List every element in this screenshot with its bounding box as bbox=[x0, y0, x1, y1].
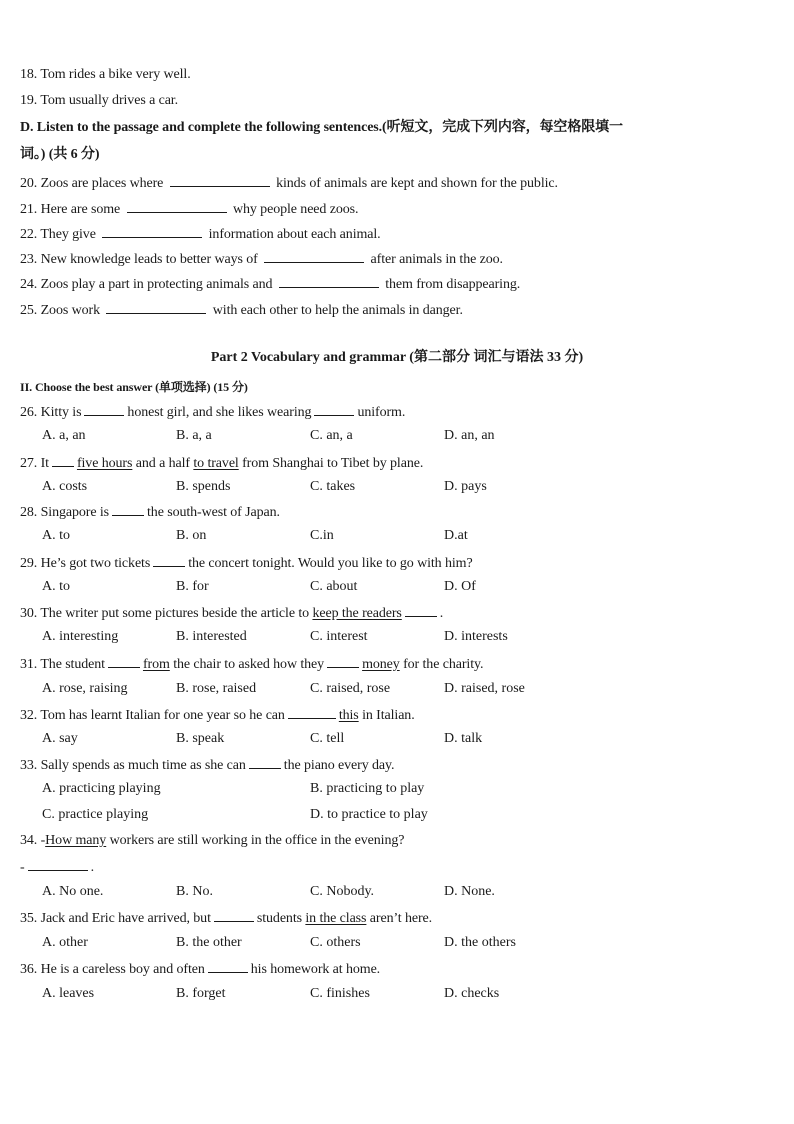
question-29 bbox=[20, 553, 473, 573]
question-text: 36. He is a careless boy and often bbox=[20, 962, 205, 977]
underlined-phrase: money bbox=[362, 657, 400, 672]
underlined-phrase: How many bbox=[45, 833, 107, 848]
question-24 bbox=[20, 274, 520, 294]
option-c[interactable]: C. tell bbox=[310, 731, 345, 746]
answer-blank[interactable] bbox=[28, 857, 88, 871]
question-34-reply bbox=[20, 857, 94, 877]
question-text: the piano every day. bbox=[283, 758, 395, 773]
option-d[interactable]: D. the others bbox=[444, 935, 516, 950]
question-27 bbox=[20, 453, 423, 473]
option-d[interactable]: D. checks bbox=[444, 986, 500, 1001]
section-ii-heading bbox=[20, 378, 248, 396]
question-text: in Italian. bbox=[362, 708, 415, 723]
option-b[interactable]: B. practicing to play bbox=[310, 781, 425, 796]
answer-blank[interactable] bbox=[84, 402, 124, 416]
question-text: 29. He’s got two tickets bbox=[20, 556, 151, 571]
question-text: 18. Tom rides a bike very well. bbox=[20, 67, 191, 82]
question-text: 30. The writer put some pictures beside the article to bbox=[20, 606, 310, 621]
question-32 bbox=[20, 705, 415, 725]
question-text: 31. The student bbox=[20, 657, 105, 672]
section-d-heading-cont bbox=[20, 146, 99, 164]
option-b[interactable]: B. No. bbox=[176, 884, 213, 899]
question-text: the chair to asked how they bbox=[173, 657, 325, 672]
question-text: students bbox=[256, 911, 302, 926]
option-a[interactable]: A. to bbox=[42, 579, 70, 594]
question-30 bbox=[20, 603, 443, 623]
question-text: 21. Here are some bbox=[20, 202, 121, 217]
question-text: 32. Tom has learnt Italian for one year so he can bbox=[20, 708, 285, 723]
option-d[interactable]: D. Of bbox=[444, 579, 476, 594]
question-text: . bbox=[439, 606, 444, 621]
question-18 bbox=[20, 66, 191, 84]
question-20 bbox=[20, 173, 558, 193]
answer-blank[interactable] bbox=[108, 654, 140, 668]
question-36 bbox=[20, 959, 380, 979]
question-text: 24. Zoos play a part in protecting animals and bbox=[20, 277, 273, 292]
option-d[interactable]: D. to practice to play bbox=[310, 807, 428, 822]
option-c[interactable]: C. an, a bbox=[310, 428, 353, 443]
option-b[interactable]: B. rose, raised bbox=[176, 681, 257, 696]
question-31 bbox=[20, 654, 483, 674]
question-text: the south-west of Japan. bbox=[147, 505, 280, 520]
option-a[interactable]: A. practicing playing bbox=[42, 781, 161, 796]
question-text: 19. Tom usually drives a car. bbox=[20, 93, 178, 108]
option-d[interactable]: D. talk bbox=[444, 731, 483, 746]
underlined-phrase: in the class bbox=[305, 911, 367, 926]
option-a[interactable]: A. rose, raising bbox=[42, 681, 128, 696]
question-text: 26. Kitty is bbox=[20, 405, 82, 420]
question-text: 33. Sally spends as much time as she can bbox=[20, 758, 246, 773]
option-d[interactable]: D. pays bbox=[444, 479, 487, 494]
option-a[interactable]: A. to bbox=[42, 528, 70, 543]
question-text: 23. New knowledge leads to better ways of bbox=[20, 252, 258, 267]
option-a[interactable]: A. say bbox=[42, 731, 78, 746]
answer-blank[interactable] bbox=[112, 502, 144, 516]
question-23 bbox=[20, 249, 503, 269]
option-a[interactable]: A. No one. bbox=[42, 884, 104, 899]
question-25 bbox=[20, 300, 463, 320]
question-text: after animals in the zoo. bbox=[370, 252, 503, 267]
underlined-phrase: this bbox=[338, 708, 359, 723]
question-text: from Shanghai to Tibet by plane. bbox=[242, 456, 424, 471]
option-c[interactable]: C.in bbox=[310, 528, 334, 543]
option-b[interactable]: B. interested bbox=[176, 629, 247, 644]
question-text: why people need zoos. bbox=[232, 202, 359, 217]
question-text: aren’t here. bbox=[369, 911, 433, 926]
option-d[interactable]: D.at bbox=[444, 528, 468, 543]
question-21 bbox=[20, 199, 358, 219]
option-c[interactable]: C. others bbox=[310, 935, 361, 950]
answer-blank[interactable] bbox=[327, 654, 359, 668]
question-22 bbox=[20, 224, 381, 244]
question-text: 34. - bbox=[20, 833, 46, 848]
question-text: 35. Jack and Eric have arrived, but bbox=[20, 911, 211, 926]
heading-text: II. Choose the best answer (单项选择) (15 分) bbox=[20, 380, 248, 394]
question-text: uniform. bbox=[357, 405, 406, 420]
title-text: Part 2 Vocabulary and grammar (第二部分 词汇与语法 33 分) bbox=[210, 350, 584, 365]
answer-blank[interactable] bbox=[249, 755, 281, 769]
answer-blank[interactable] bbox=[170, 173, 270, 187]
question-19 bbox=[20, 92, 178, 110]
underlined-phrase: five hours bbox=[76, 456, 133, 471]
heading-text: D. Listen to the passage and complete the following sentences.(听短文，完成下列内容，每空格限填一 bbox=[20, 120, 623, 135]
question-text: . bbox=[90, 860, 94, 875]
question-text: information about each animal. bbox=[208, 227, 381, 242]
answer-blank[interactable] bbox=[106, 300, 206, 314]
option-b[interactable]: B. the other bbox=[176, 935, 242, 950]
question-text: for the charity. bbox=[403, 657, 484, 672]
answer-blank[interactable] bbox=[208, 959, 248, 973]
question-text: 20. Zoos are places where bbox=[20, 176, 164, 191]
answer-blank[interactable] bbox=[102, 224, 202, 238]
answer-blank[interactable] bbox=[405, 603, 437, 617]
option-d[interactable]: D. raised, rose bbox=[444, 681, 525, 696]
question-text: 22. They give bbox=[20, 227, 96, 242]
option-d[interactable]: D. None. bbox=[444, 884, 495, 899]
option-c[interactable]: C. takes bbox=[310, 479, 356, 494]
answer-blank[interactable] bbox=[52, 453, 74, 467]
option-c[interactable]: C. raised, rose bbox=[310, 681, 391, 696]
question-35 bbox=[20, 908, 432, 928]
question-text: - bbox=[20, 860, 25, 875]
question-33 bbox=[20, 755, 394, 775]
question-text: 25. Zoos work bbox=[20, 303, 100, 318]
question-text: with each other to help the animals in danger. bbox=[212, 303, 463, 318]
underlined-phrase: to travel bbox=[193, 456, 239, 471]
option-a[interactable]: A. costs bbox=[42, 479, 88, 494]
answer-blank[interactable] bbox=[153, 553, 185, 567]
option-c[interactable]: C. practice playing bbox=[42, 807, 149, 822]
answer-blank[interactable] bbox=[264, 249, 364, 263]
option-a[interactable]: A. interesting bbox=[42, 629, 119, 644]
question-text: them from disappearing. bbox=[385, 277, 521, 292]
question-text: kinds of animals are kept and shown for the public. bbox=[276, 176, 558, 191]
part-2-title bbox=[0, 349, 794, 367]
question-28 bbox=[20, 502, 280, 522]
option-b[interactable]: B. a, a bbox=[176, 428, 212, 443]
question-text: his homework at home. bbox=[250, 962, 381, 977]
heading-text: 词。) (共 6 分) bbox=[20, 147, 100, 162]
answer-blank[interactable] bbox=[279, 274, 379, 288]
answer-blank[interactable] bbox=[314, 402, 354, 416]
question-text: the concert tonight. Would you like to go with him? bbox=[188, 556, 473, 571]
answer-blank[interactable] bbox=[288, 705, 336, 719]
option-c[interactable]: C. interest bbox=[310, 629, 368, 644]
answer-blank[interactable] bbox=[214, 908, 254, 922]
question-text: honest girl, and she likes wearing bbox=[127, 405, 312, 420]
option-a[interactable]: A. other bbox=[42, 935, 88, 950]
question-26 bbox=[20, 402, 405, 422]
option-a[interactable]: A. leaves bbox=[42, 986, 95, 1001]
option-b[interactable]: B. speak bbox=[176, 731, 225, 746]
option-b[interactable]: B. forget bbox=[176, 986, 226, 1001]
question-34 bbox=[20, 832, 404, 850]
section-d-heading bbox=[20, 119, 623, 137]
underlined-phrase: keep the readers bbox=[312, 606, 402, 621]
option-b[interactable]: B. for bbox=[176, 579, 209, 594]
option-b[interactable]: B. on bbox=[176, 528, 207, 543]
option-c[interactable]: C. Nobody. bbox=[310, 884, 375, 899]
option-d[interactable]: D. an, an bbox=[444, 428, 495, 443]
option-c[interactable]: C. finishes bbox=[310, 986, 370, 1001]
question-text: workers are still working in the office in the evening? bbox=[109, 833, 405, 848]
option-c[interactable]: C. about bbox=[310, 579, 358, 594]
underlined-phrase: from bbox=[142, 657, 170, 672]
option-a[interactable]: A. a, an bbox=[42, 428, 86, 443]
question-text: and a half bbox=[135, 456, 190, 471]
question-text: 28. Singapore is bbox=[20, 505, 110, 520]
question-text: 27. It bbox=[20, 456, 49, 471]
option-b[interactable]: B. spends bbox=[176, 479, 231, 494]
answer-blank[interactable] bbox=[127, 199, 227, 213]
option-d[interactable]: D. interests bbox=[444, 629, 508, 644]
